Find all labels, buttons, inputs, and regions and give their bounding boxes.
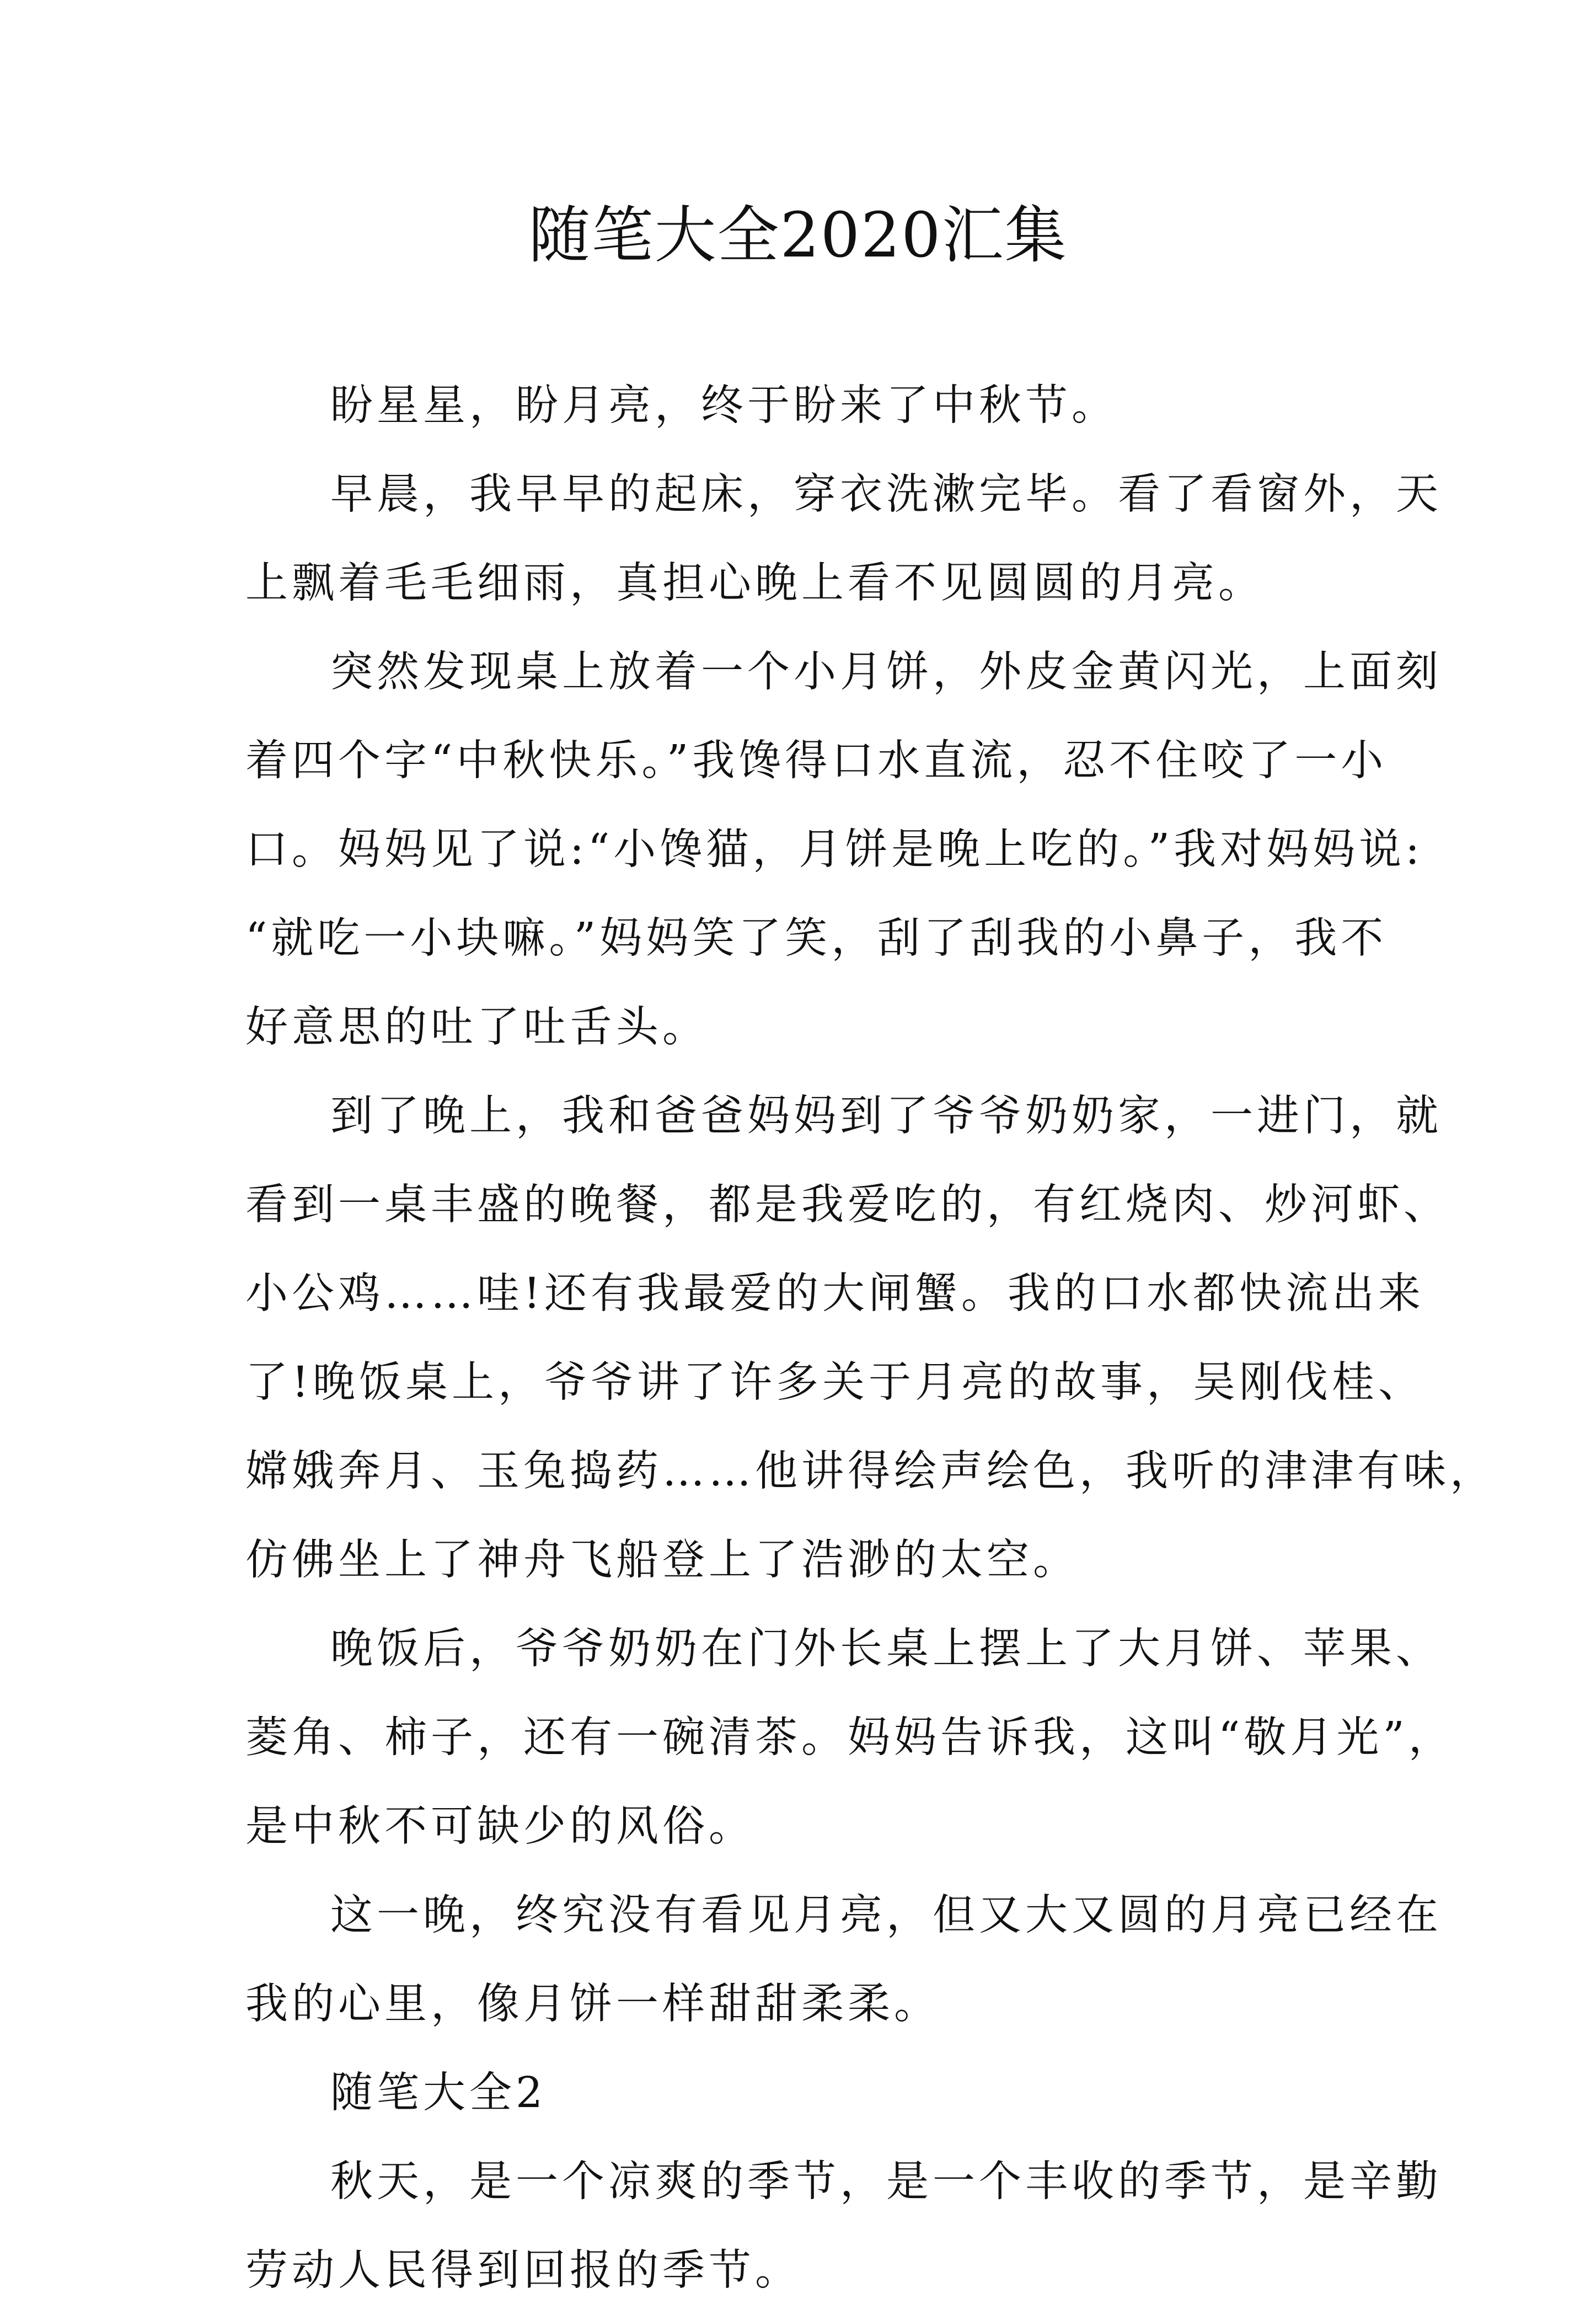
section-heading (245, 2049, 1365, 2137)
text-line: 劳动人民得到回报的季节。 (245, 2246, 801, 2295)
paragraph (245, 1605, 1455, 1871)
paragraph (245, 361, 1365, 450)
paragraph (245, 2137, 1442, 2315)
text-line: 我的心里，像月饼一样甜甜柔柔。 (245, 1980, 940, 2029)
text-line: 好意思的吐了吐舌头。 (245, 1003, 709, 1052)
text-line: 着四个字“中秋快乐。”我馋得口水直流，忍不住咬了一小 (245, 736, 1388, 785)
text-line: 这一晚，终究没有看见月亮，但又大又圆的月亮已经在 (330, 1891, 1442, 1940)
text-line: 上飘着毛毛细雨，真担心晚上看不见圆圆的月亮。 (245, 559, 1265, 608)
text-line: 秋天，是一个凉爽的季节，是一个丰收的季节，是辛勤 (330, 2157, 1442, 2206)
text-line: 菱角、柿子，还有一碗清茶。妈妈告诉我，这叫“敬月光”， (245, 1713, 1455, 1762)
paragraph (245, 1072, 1496, 1605)
text-line: 是中秋不可缺少的风俗。 (245, 1802, 755, 1851)
text-line: 随笔大全2 (330, 2068, 547, 2118)
text-line: 小公鸡……哇!还有我最爱的大闸蟹。我的口水都快流出来 (245, 1269, 1424, 1318)
text-line: 嫦娥奔月、玉兔捣药……他讲得绘声绘色，我听的津津有味， (245, 1447, 1496, 1496)
text-line: “就吃一小块嘛。”妈妈笑了笑，刮了刮我的小鼻子，我不 (245, 914, 1388, 963)
text-line: 突然发现桌上放着一个小月饼，外皮金黄闪光，上面刻 (330, 648, 1442, 697)
text-line: 早晨，我早早的起床，穿衣洗漱完毕。看了看窗外，天 (330, 470, 1442, 519)
text-line: 晚饭后，爷爷奶奶在门外长桌上摆上了大月饼、苹果、 (330, 1624, 1442, 1674)
paragraph (245, 628, 1442, 1072)
text-line: 盼星星，盼月亮，终于盼来了中秋节。 (330, 381, 1118, 430)
text-line: 口。妈妈见了说:“小馋猫，月饼是晚上吃的。”我对妈妈说: (245, 825, 1424, 874)
document-body (245, 361, 1496, 2315)
page-title: 随笔大全2020汇集 (528, 200, 1068, 271)
text-line: 了!晚饭桌上，爷爷讲了许多关于月亮的故事，吴刚伐桂、 (245, 1358, 1424, 1407)
paragraph (245, 1871, 1442, 2049)
text-line: 仿佛坐上了神舟飞船登上了浩渺的太空。 (245, 1536, 1079, 1585)
text-line: 看到一桌丰盛的晚餐，都是我爱吃的，有红烧肉、炒河虾、 (245, 1180, 1450, 1229)
paragraph (245, 450, 1442, 628)
text-line: 到了晚上，我和爸爸妈妈到了爷爷奶奶家，一进门，就 (330, 1092, 1442, 1141)
